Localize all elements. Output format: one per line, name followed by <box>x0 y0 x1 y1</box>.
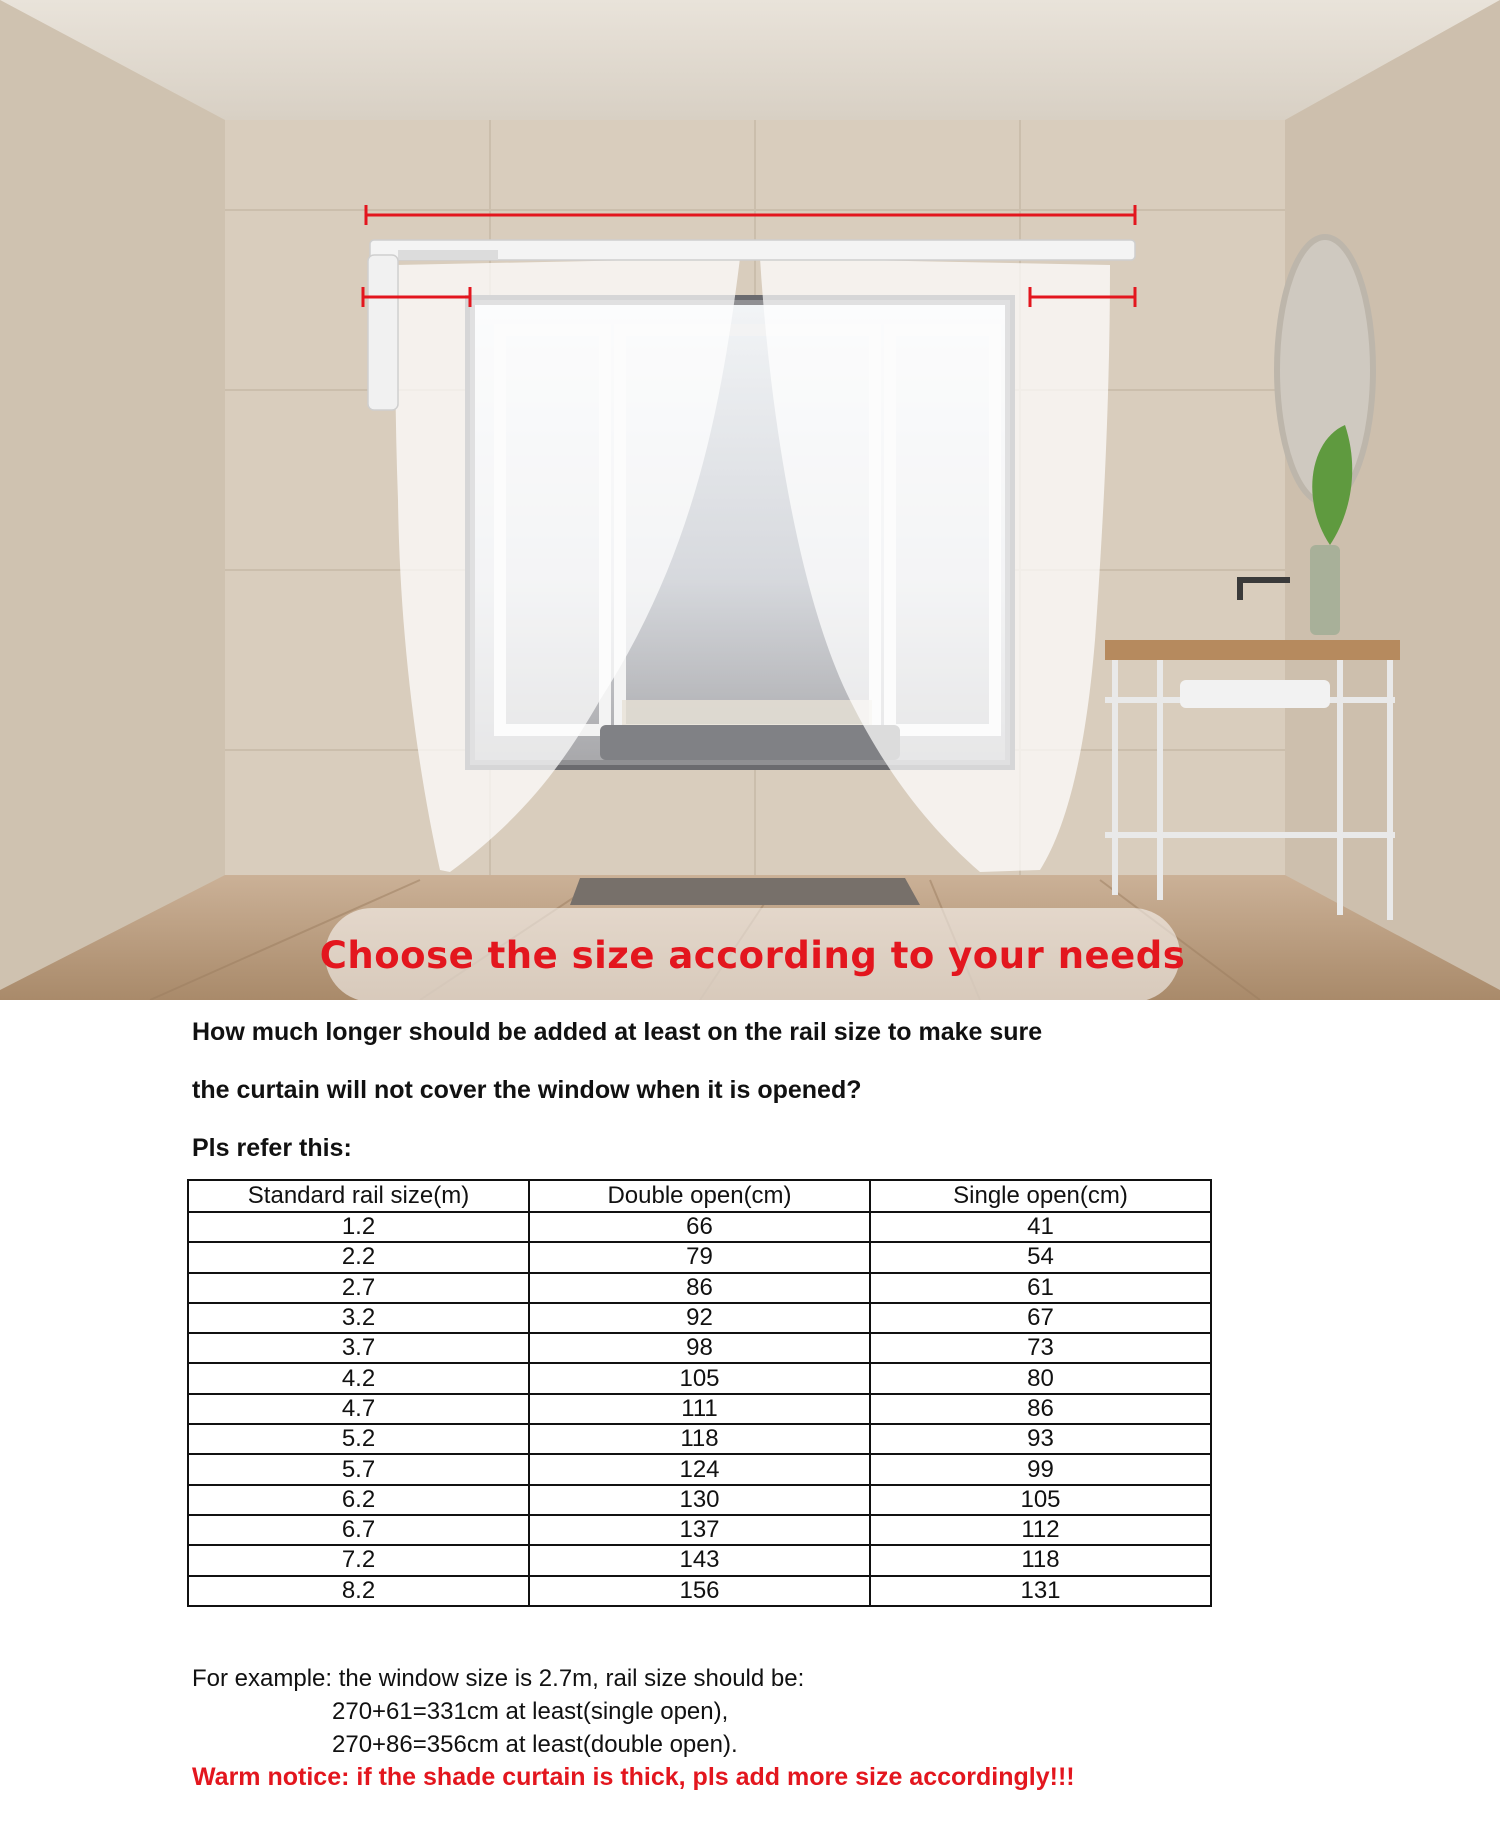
cell-standard-rail-size: 6.2 <box>188 1485 529 1515</box>
cell-single-open: 73 <box>870 1333 1211 1363</box>
cell-double-open: 124 <box>529 1454 870 1484</box>
cell-single-open: 99 <box>870 1454 1211 1484</box>
cell-double-open: 143 <box>529 1545 870 1575</box>
cell-standard-rail-size: 5.7 <box>188 1454 529 1484</box>
table-row <box>188 1363 1211 1393</box>
cell-double-open: 105 <box>529 1363 870 1393</box>
cell-double-open: 92 <box>529 1303 870 1333</box>
cell-single-open: 54 <box>870 1242 1211 1272</box>
cell-double-open: 137 <box>529 1515 870 1545</box>
table-row <box>188 1545 1211 1575</box>
table-row <box>188 1485 1211 1515</box>
table-row <box>188 1333 1211 1363</box>
cell-single-open: 131 <box>870 1576 1211 1606</box>
cell-standard-rail-size: 6.7 <box>188 1515 529 1545</box>
header-standard-rail-size: Standard rail size(m) <box>188 1180 529 1212</box>
table-row <box>188 1424 1211 1454</box>
cell-single-open: 80 <box>870 1363 1211 1393</box>
size-banner <box>319 908 1186 1000</box>
cell-single-open: 67 <box>870 1303 1211 1333</box>
cell-single-open: 41 <box>870 1212 1211 1242</box>
cell-single-open: 93 <box>870 1424 1211 1454</box>
refer-label: Pls refer this: <box>192 1134 352 1162</box>
cell-double-open: 111 <box>529 1394 870 1424</box>
table-row <box>188 1394 1211 1424</box>
example-double-open: 270+86=356cm at least(double open). <box>332 1731 738 1758</box>
header-single-open: Single open(cm) <box>870 1180 1211 1212</box>
cell-standard-rail-size: 2.2 <box>188 1242 529 1272</box>
table-row <box>188 1454 1211 1484</box>
table-row <box>188 1303 1211 1333</box>
warm-notice: Warm notice: if the shade curtain is thick, pls add more size accordingly!!! <box>192 1763 1075 1791</box>
cell-double-open: 98 <box>529 1333 870 1363</box>
table-body <box>188 1212 1211 1606</box>
table-row <box>188 1576 1211 1606</box>
banner-text: Choose the size according to your needs <box>319 933 1186 977</box>
cell-double-open: 130 <box>529 1485 870 1515</box>
table-row <box>188 1212 1211 1242</box>
example-intro: For example: the window size is 2.7m, rail size should be: <box>192 1665 805 1692</box>
cell-single-open: 118 <box>870 1545 1211 1575</box>
table-row <box>188 1242 1211 1272</box>
question-line-1: How much longer should be added at least on the rail size to make sure <box>192 1018 1043 1046</box>
table-row <box>188 1515 1211 1545</box>
cell-double-open: 66 <box>529 1212 870 1242</box>
cell-double-open: 86 <box>529 1273 870 1303</box>
cell-single-open: 61 <box>870 1273 1211 1303</box>
cell-double-open: 156 <box>529 1576 870 1606</box>
cell-standard-rail-size: 8.2 <box>188 1576 529 1606</box>
question-line-2: the curtain will not cover the window when it is opened? <box>192 1076 862 1104</box>
cell-standard-rail-size: 3.7 <box>188 1333 529 1363</box>
cell-standard-rail-size: 1.2 <box>188 1212 529 1242</box>
rail-size-table <box>187 1179 1212 1607</box>
cell-standard-rail-size: 4.7 <box>188 1394 529 1424</box>
cell-standard-rail-size: 4.2 <box>188 1363 529 1393</box>
cell-single-open: 112 <box>870 1515 1211 1545</box>
table-header-row <box>188 1180 1211 1212</box>
table-row <box>188 1273 1211 1303</box>
cell-standard-rail-size: 7.2 <box>188 1545 529 1575</box>
cell-standard-rail-size: 5.2 <box>188 1424 529 1454</box>
header-double-open: Double open(cm) <box>529 1180 870 1212</box>
cell-double-open: 79 <box>529 1242 870 1272</box>
cell-double-open: 118 <box>529 1424 870 1454</box>
cell-standard-rail-size: 2.7 <box>188 1273 529 1303</box>
cell-standard-rail-size: 3.2 <box>188 1303 529 1333</box>
cell-single-open: 86 <box>870 1394 1211 1424</box>
example-single-open: 270+61=331cm at least(single open), <box>332 1698 729 1725</box>
cell-single-open: 105 <box>870 1485 1211 1515</box>
